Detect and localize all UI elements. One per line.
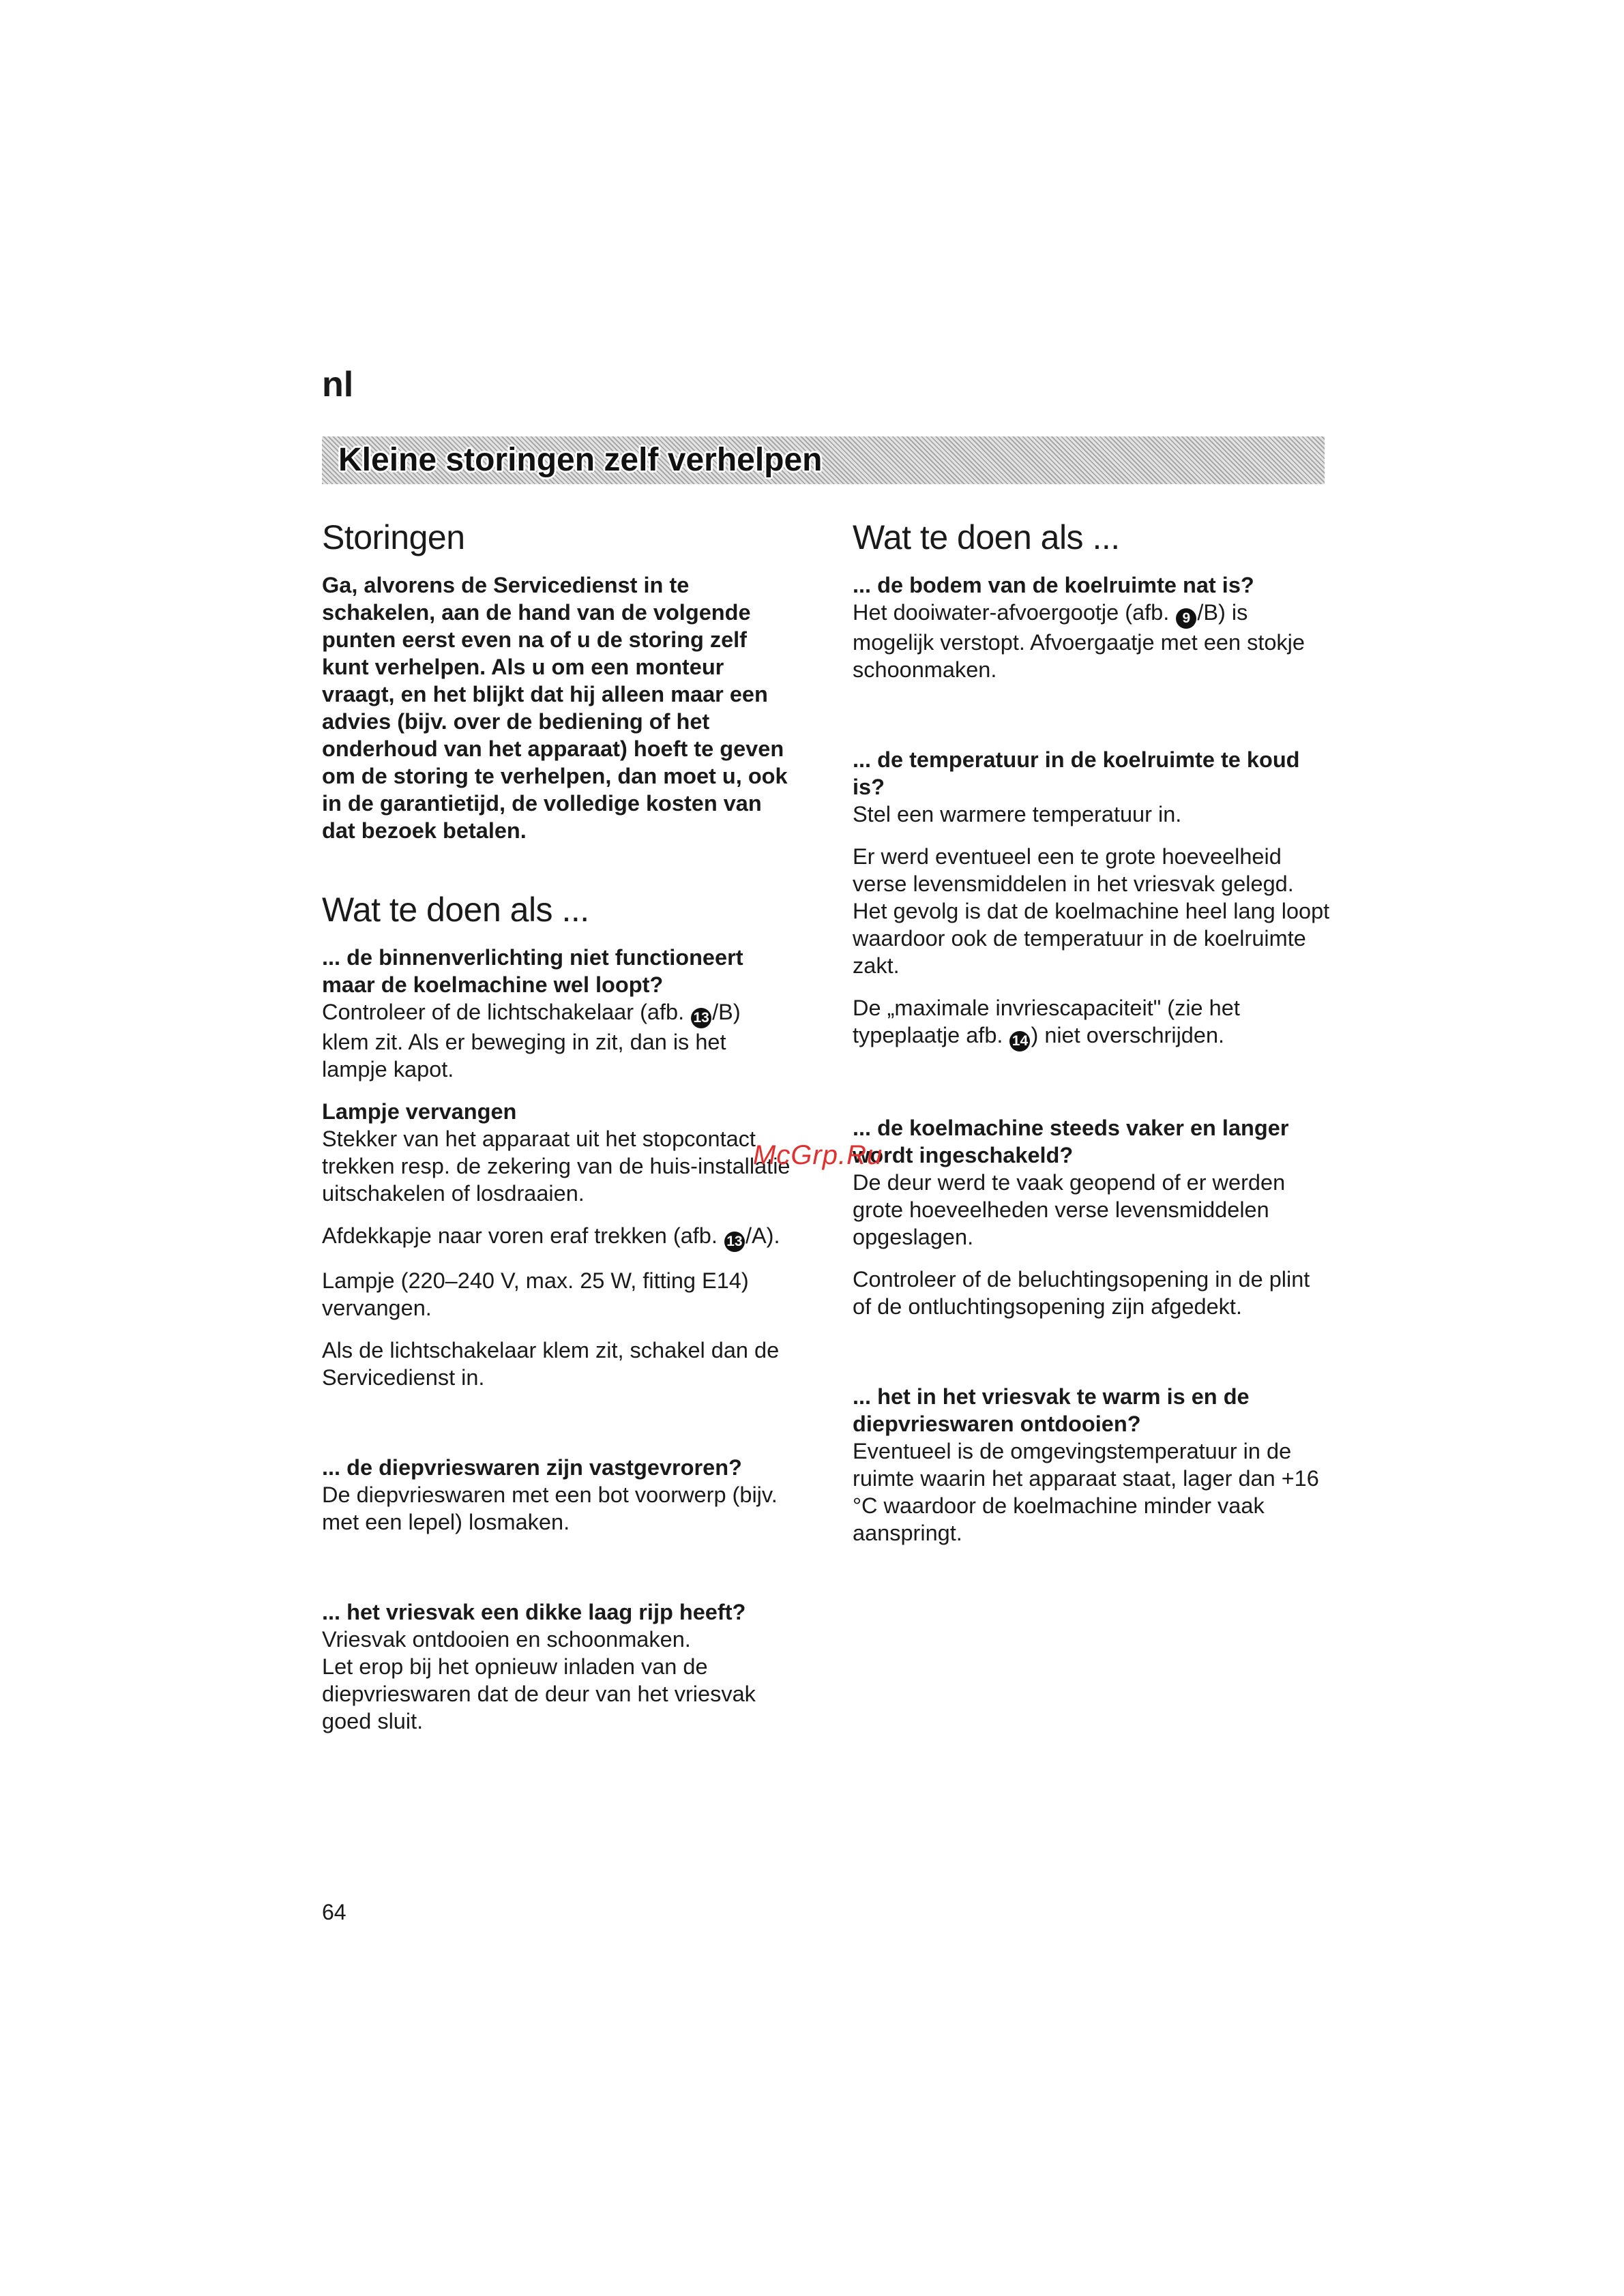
problem-lighting: ... de binnenverlichting niet functioneert maar de koelmachine wel loopt? Controleer of de lichtschakelaar (afb. 13 /B) klem zit. Als er beweging in zit, dan is het lampje kapot. xyxy=(322,944,793,1083)
lamp-step-replace: Lampje (220–240 V, max. 25 W, fitting E14) vervangen. xyxy=(322,1268,749,1320)
problem-frozen-goods: ... de diepvrieswaren zijn vastgevroren? De diepvrieswaren met een bot voorwerp (bijv. met een lepel) losmaken. xyxy=(322,1454,793,1536)
problem-wet-floor: ... de bodem van de koelruimte nat is? Het dooiwater-afvoergootje (afb. 9 /B) is mogelijk verstopt. Afvoergaatje met een stokje schoonmaken. xyxy=(853,571,1330,683)
section-title: Kleine storingen zelf verhelpen xyxy=(338,442,823,478)
runs-longer-ventilation: Controleer of de beluchtingsopening in de plint of de ontluchtingsopening zijn afgedekt. xyxy=(853,1267,1310,1319)
question: ... de koelmachine steeds vaker en langer wordt ingeschakeld? xyxy=(853,1116,1289,1167)
problem-freezer-warm: ... het in het vriesvak te warm is en de diepvrieswaren ontdooien? Eventueel is de omgevingstemperatuur in de ruimte waarin het apparaat staat, lager dan +16 °C waardoor de koelmachine minder vaak aanspringt. xyxy=(853,1383,1330,1547)
language-code: nl xyxy=(322,365,354,404)
question: ... de bodem van de koelruimte nat is? xyxy=(853,573,1254,597)
problem-frost-layer: ... het vriesvak een dikke laag rijp heeft? Vriesvak ontdooien en schoonmaken. Let erop bij het opnieuw inladen van de diepvrieswaren dat de deur van het vriesvak goed sluit. xyxy=(322,1598,793,1735)
left-column xyxy=(322,505,793,1750)
question: ... de temperatuur in de koelruimte te koud is? xyxy=(853,747,1300,799)
subheading-lampje-vervangen: Lampje vervangen xyxy=(322,1099,517,1124)
too-cold-capacity: De „maximale invriescapaciteit" (zie het typeplaatje afb. 14 ) niet overschrijden. xyxy=(853,994,1330,1052)
lamp-step-service: Als de lichtschakelaar klem zit, schakel dan de Servicedienst in. xyxy=(322,1338,780,1390)
question: ... de diepvrieswaren zijn vastgevroren? xyxy=(322,1455,742,1480)
figure-ref-9: 9 xyxy=(1176,608,1196,629)
section-banner xyxy=(322,436,1325,484)
question: ... het in het vriesvak te warm is en de diepvrieswaren ontdooien? xyxy=(853,1384,1250,1436)
problem-runs-longer: ... de koelmachine steeds vaker en langer wordt ingeschakeld? De deur werd te vaak geopend of er werden grote hoeveelheden verse levensmiddelen opgeslagen. xyxy=(853,1114,1330,1251)
right-column xyxy=(853,505,1330,1562)
watermark: McGrp.Ru xyxy=(753,1140,883,1170)
question: ... het vriesvak een dikke laag rijp heeft? xyxy=(322,1600,746,1624)
figure-ref-14: 14 xyxy=(1009,1031,1030,1052)
page-number: 64 xyxy=(322,1900,346,1924)
heading-wat-te-doen-left: Wat te doen als ... xyxy=(322,891,589,929)
intro-paragraph: Ga, alvorens de Servicedienst in te schakelen, aan de hand van de volgende punten eerst even na of u de storing zelf kunt verhelpen. Als u om een monteur vraagt, en het blijkt dat hij alleen maar een advies (bijv. over de bediening of het onderhoud van het apparaat) hoeft te geven om de storing te verhelpen, dan moet u, ook in de garantietijd, de volledige kosten van dat bezoek betalen. xyxy=(322,573,788,843)
problem-too-cold: ... de temperatuur in de koelruimte te koud is? Stel een warmere temperatuur in. xyxy=(853,746,1330,828)
too-cold-cause: Er werd eventueel een te grote hoeveelheid verse levensmiddelen in het vriesvak gelegd. Het gevolg is dat de koelmachine heel lang loopt waardoor ook de temperatuur in de koelruimte zakt. xyxy=(853,844,1330,978)
figure-ref-13: 13 xyxy=(691,1008,711,1028)
lamp-step-cover: Afdekkapje naar voren eraf trekken (afb. 13 /A). xyxy=(322,1222,793,1252)
lamp-replace-section: Lampje vervangen Stekker van het apparaat uit het stopcontact trekken resp. de zekering van de huis-installatie uitschakelen of losdraaien. xyxy=(322,1098,793,1207)
figure-ref-13: 13 xyxy=(724,1232,745,1252)
heading-wat-te-doen-right: Wat te doen als ... xyxy=(853,518,1120,556)
question: ... de binnenverlichting niet functioneert maar de koelmachine wel loopt? xyxy=(322,945,743,997)
heading-storingen: Storingen xyxy=(322,518,465,556)
